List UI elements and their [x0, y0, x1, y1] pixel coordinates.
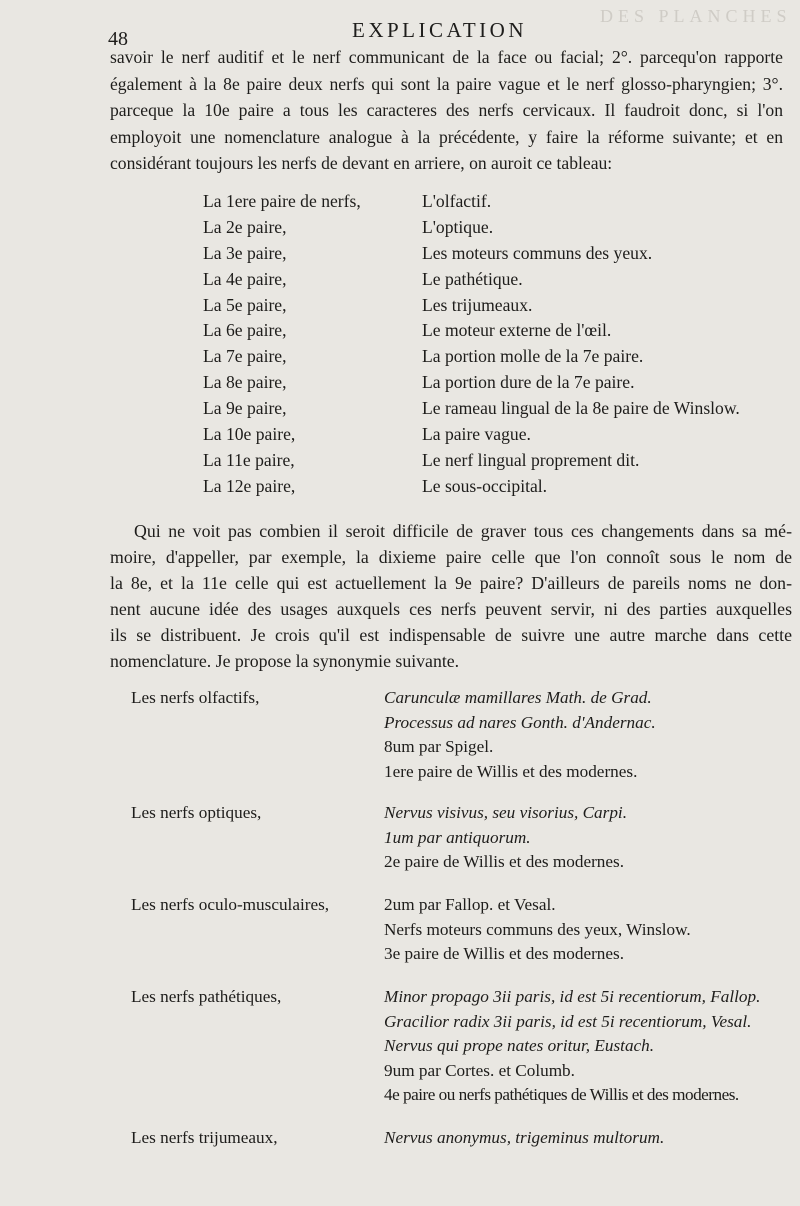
table-row	[203, 191, 800, 217]
text-line: employoit une nomenclature analogue à la précédente, y faire la réforme suivante; et en	[110, 126, 783, 147]
table-row	[203, 450, 800, 476]
text-line: également à la 8e paire deux nerfs qui sont la paire vague et le nerf glosso-pharyngien; 3°.	[110, 73, 783, 94]
nerve-name: Le sous-occipital.	[422, 475, 548, 496]
text-line: considérant toujours les nerfs de devant en arriere, on auroit ce tableau:	[110, 153, 613, 173]
nerve-name: Les trijumeaux.	[422, 294, 533, 315]
nerve-name: La paire vague.	[422, 424, 531, 445]
bleed-through-text: DES PLANCHES	[600, 6, 792, 26]
text-line: savoir le nerf auditif et le nerf communicant de la face ou facial; 2°. parcequ'on rapporte	[110, 47, 783, 67]
pair-label: La 3e paire,	[203, 242, 287, 263]
text-line: moire, d'appeller, par exemple, la dixieme paire celle que l'on connoît sous le nom de	[110, 547, 792, 567]
synonym-line: 1ere paire de Willis et des modernes.	[384, 761, 638, 781]
synonym-line: 2e paire de Willis et des modernes.	[384, 852, 625, 871]
synonym-list	[384, 803, 627, 877]
synonym-line: Nervus qui prope nates oritur, Eustach.	[384, 1036, 655, 1055]
nerve-name: L'optique.	[422, 216, 494, 237]
pair-label: La 10e paire,	[203, 424, 296, 445]
synonym-list	[384, 895, 691, 969]
nerve-name: Les moteurs communs des yeux.	[422, 242, 653, 263]
pair-label: La 9e paire,	[203, 398, 287, 419]
synonym-line: Processus ad nares Gonth. d'Andernac.	[384, 712, 656, 732]
second-paragraph	[110, 518, 792, 674]
nerve-group-name: Les nerfs pathétiques,	[131, 987, 282, 1006]
text-line: nomenclature. Je propose la synonymie suivante.	[110, 651, 460, 671]
nerve-group-name: Les nerfs olfactifs,	[131, 688, 260, 707]
pair-label: La 8e paire,	[203, 372, 287, 393]
synonym-list	[384, 1128, 664, 1153]
nerve-group-name: Les nerfs trijumeaux,	[131, 1128, 278, 1147]
text-line: nent aucune idée des usages auxquels ces nerfs peuvent servir, ni des parties auxquelles	[110, 599, 792, 619]
page-header	[0, 6, 800, 50]
text-line: la 8e, et la 11e celle qui est actuellement la 9e paire? D'ailleurs de pareils noms ne don-	[110, 573, 792, 593]
nerve-name: La portion molle de la 7e paire.	[422, 346, 644, 367]
synonym-line: 9um par Cortes. et Columb.	[384, 1060, 575, 1080]
text-line: Qui ne voit pas combien il seroit difficile de graver tous ces changements dans sa mé-	[134, 521, 792, 541]
running-head: EXPLICATION	[352, 18, 527, 42]
synonym-list	[384, 987, 760, 1110]
page-number: 48	[108, 28, 128, 50]
pair-label: La 11e paire,	[203, 449, 295, 470]
synonym-line: 2um par Fallop. et Vesal.	[384, 895, 556, 914]
pair-label: La 7e paire,	[203, 346, 287, 367]
synonym-line: Minor propago 3ii paris, id est 5i recentiorum, Fallop.	[384, 987, 761, 1006]
table-row	[203, 243, 800, 269]
nerve-name: L'olfactif.	[422, 191, 492, 211]
nerve-name: Le nerf lingual proprement dit.	[422, 449, 640, 470]
synonym-line: 8um par Spigel.	[384, 737, 494, 756]
text-line: parceque la 10e paire a tous les caracteres des nerfs cervicaux. Il faudroit donc, si l'on	[110, 100, 783, 120]
synonym-line: 4e paire ou nerfs pathétiques de Willis et des modernes.	[384, 1085, 739, 1104]
table-row	[203, 346, 800, 372]
text-line: ils se distribuent. Je crois qu'il est indispensable de suivre une autre marche dans cette	[110, 625, 792, 645]
synonym-line: Nerfs moteurs communs des yeux, Winslow.	[384, 919, 691, 939]
pair-label: La 5e paire,	[203, 294, 287, 315]
table-row	[203, 476, 800, 502]
table-row	[203, 424, 800, 450]
synonym-line: 1um par antiquorum.	[384, 827, 531, 847]
nerve-group-name: Les nerfs optiques,	[131, 803, 262, 822]
nerve-name: Le pathétique.	[422, 268, 523, 289]
table-row	[203, 398, 800, 424]
table-row	[203, 217, 800, 243]
synonym-line: Nervus visivus, seu visorius, Carpi.	[384, 803, 628, 822]
pair-label: La 1ere paire de nerfs,	[203, 191, 361, 211]
nerve-name: Le rameau lingual de la 8e paire de Winslow.	[422, 398, 740, 419]
pair-label: La 2e paire,	[203, 216, 287, 237]
synonym-line: Gracilior radix 3ii paris, id est 5i recentiorum, Vesal.	[384, 1011, 752, 1031]
table-row	[203, 320, 800, 346]
pair-label: La 4e paire,	[203, 268, 287, 289]
synonym-line: 3e paire de Willis et des modernes.	[384, 944, 625, 963]
synonym-list	[384, 688, 656, 786]
nerve-group-name: Les nerfs oculo-musculaires,	[131, 895, 330, 914]
pair-label: La 12e paire,	[203, 475, 296, 496]
nerve-name: La portion dure de la 7e paire.	[422, 372, 635, 393]
pair-label: La 6e paire,	[203, 320, 287, 341]
table-row	[203, 372, 800, 398]
synonym-line: Nervus anonymus, trigeminus multorum.	[384, 1128, 665, 1147]
table-row	[203, 269, 800, 295]
table-row	[203, 295, 800, 321]
synonym-line: Carunculæ mamillares Math. de Grad.	[384, 688, 652, 707]
pairs-table	[203, 191, 800, 502]
intro-paragraph	[110, 44, 783, 177]
nerve-name: Le moteur externe de l'œil.	[422, 320, 612, 341]
